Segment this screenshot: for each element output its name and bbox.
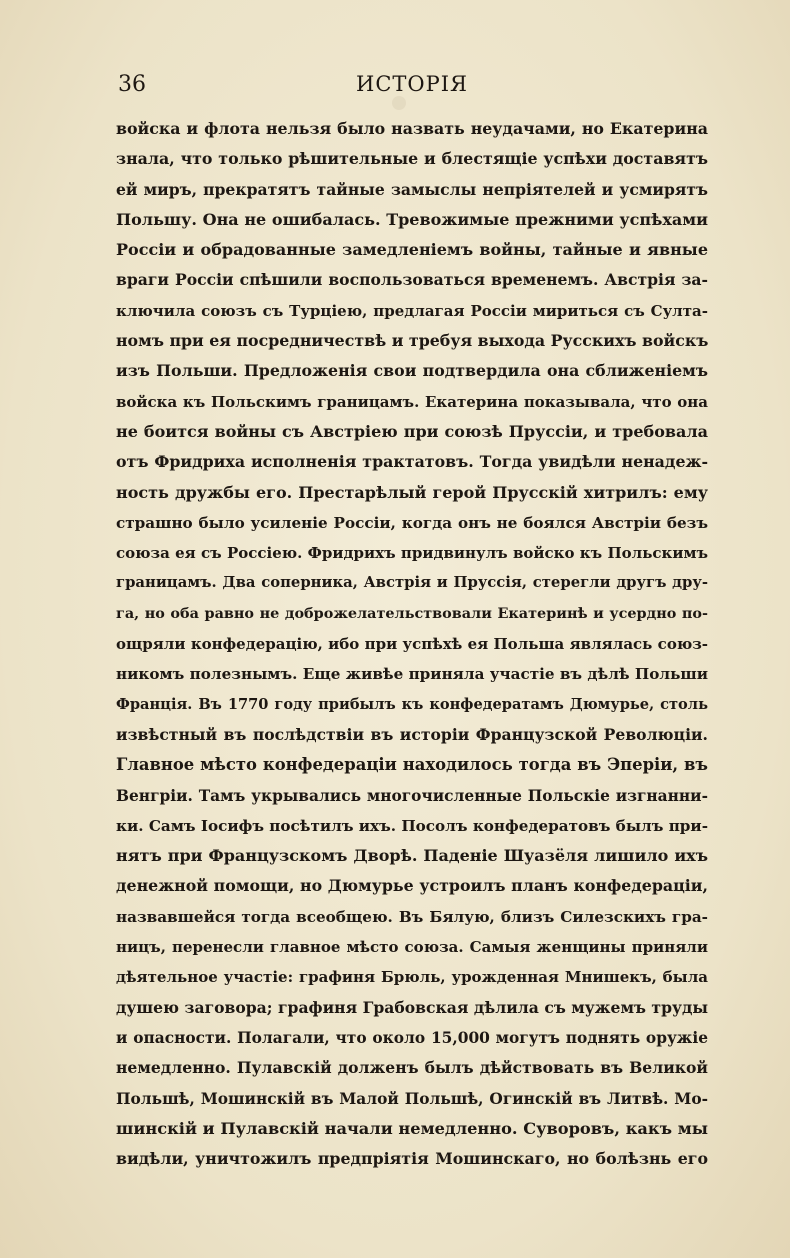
text-line: Польшѣ, Мошинскій въ Малой Польшѣ, Огинскій въ Литвѣ. Мо- <box>116 1089 708 1108</box>
text-line: войска и флота нельзя было назвать неудачами, но Екатерина <box>116 119 708 138</box>
text-line: видѣли, уничтожилъ предпріятія Мошинскаго, но болѣзнь его <box>116 1149 708 1169</box>
running-title: ИСТОРІЯ <box>356 72 468 96</box>
text-line: и опасности. Полагали, что около 15,000 могутъ поднять оружіе <box>116 1028 708 1047</box>
text-line: отъ Фридриха исполненія трактатовъ. Тогда увидѣли ненадеж- <box>116 452 708 472</box>
text-line: ки. Самъ Іосифъ посѣтилъ ихъ. Посолъ конфедератовъ былъ при- <box>116 816 708 835</box>
text-line: га, но оба равно не доброжелательствовали Екатеринѣ и усердно по- <box>116 604 708 622</box>
text-line: назвавшейся тогда всеобщею. Въ Бялую, близъ Силезскихъ гра- <box>116 907 708 926</box>
text-line: дѣятельное участіе: графиня Брюль, урожденная Мнишекъ, была <box>116 968 708 987</box>
text-line: знала, что только рѣшительные и блестящіе успѣхи доставятъ <box>116 149 708 169</box>
text-line: страшно было усиленіе Россіи, когда онъ не боялся Австріи безъ <box>116 513 708 532</box>
text-line: ключила союзъ съ Турціею, предлагая Россіи мириться съ Султа- <box>116 301 708 320</box>
text-line: душею заговора; графиня Грабовская дѣлила съ мужемъ труды <box>116 997 708 1017</box>
page-number: 36 <box>118 72 146 97</box>
text-line: Россіи и обрадованные замедленіемъ войны, тайные и явные <box>116 240 708 260</box>
text-line: Польшу. Она не ошибалась. Тревожимые прежними успѣхами <box>116 209 708 229</box>
text-line: Главное мѣсто конфедераціи находилось тогда въ Эперіи, въ <box>116 755 708 775</box>
text-line: ощряли конфедерацію, ибо при успѣхѣ ея Польша являлась союз- <box>116 635 708 654</box>
text-line: ность дружбы его. Престарѣлый герой Прусскій хитрилъ: ему <box>116 482 708 502</box>
text-line: враги Россіи спѣшили воспользоваться временемъ. Австрія за- <box>116 270 708 290</box>
text-line: границамъ. Два соперника, Австрія и Пруссія, стерегли другъ дру- <box>116 574 708 592</box>
text-line: ницъ, перенесли главное мѣсто союза. Самыя женщины приняли <box>116 938 708 957</box>
text-line: номъ при ея посредничествѣ и требуя выхода Русскихъ войскъ <box>116 331 708 351</box>
text-line: нятъ при Французскомъ Дворѣ. Паденіе Шуазёля лишило ихъ <box>116 846 708 866</box>
text-line: изъ Польши. Предложенія свои подтвердила она сближеніемъ <box>116 361 708 381</box>
text-line: извѣстный въ послѣдствіи въ исторіи Французской Революціи. <box>116 724 708 744</box>
text-line: Венгріи. Тамъ укрывались многочисленные Польскіе изгнанни- <box>116 786 708 805</box>
text-line: Франція. Въ 1770 году прибылъ къ конфедератамъ Дюмурье, столь <box>116 695 708 713</box>
text-line: не боится войны съ Австріею при союзѣ Пруссіи, и требовала <box>116 421 708 441</box>
body-text <box>116 114 708 1174</box>
page-header <box>118 72 706 102</box>
text-line: ей миръ, прекратятъ тайные замыслы непріятелей и усмирятъ <box>116 179 708 199</box>
text-line: союза ея съ Россіею. Фридрихъ придвинулъ войско къ Польскимъ <box>116 544 708 563</box>
text-line: войска къ Польскимъ границамъ. Екатерина показывала, что она <box>116 392 708 411</box>
text-line: никомъ полезнымъ. Еще живѣе приняла участіе въ дѣлѣ Польши <box>116 665 708 684</box>
text-line: шинскій и Пулавскій начали немедленно. Суворовъ, какъ мы <box>116 1118 708 1138</box>
text-line: немедленно. Пулавскій долженъ былъ дѣйствовать въ Великой <box>116 1058 708 1078</box>
text-line: денежной помощи, но Дюмурье устроилъ планъ конфедераціи, <box>116 876 708 896</box>
